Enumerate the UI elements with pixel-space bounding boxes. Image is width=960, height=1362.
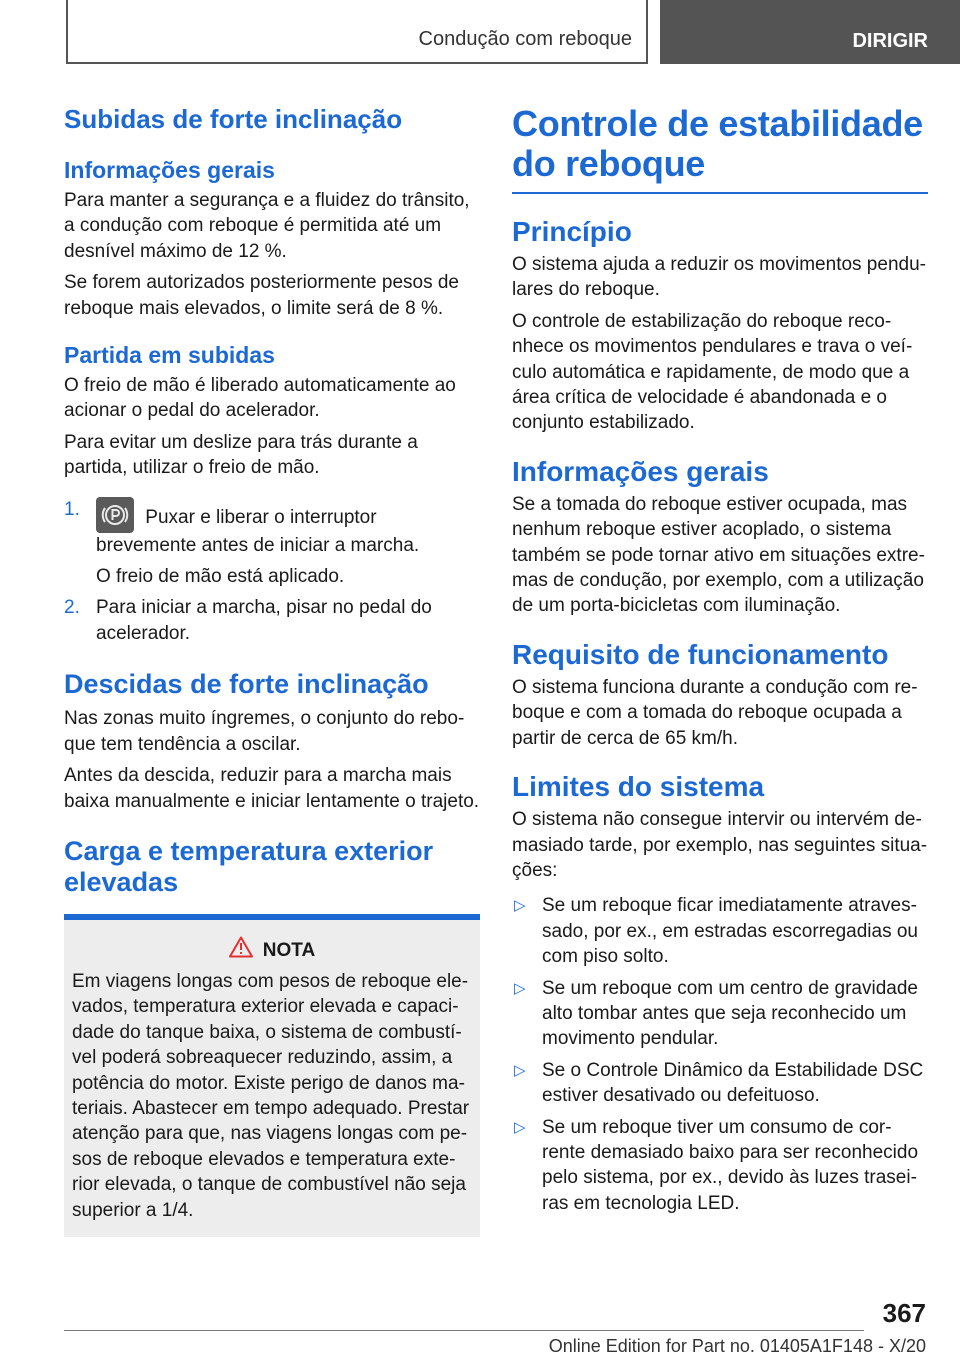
footer-edition: Online Edition for Part no. 01405A1F148 - X/20 bbox=[548, 1336, 926, 1356]
bullet-text: Se um reboque com um centro de gravidade alto tombar antes que seja reconhecido um movimento pendular. bbox=[542, 977, 918, 1050]
header-section-title: Condução com reboque bbox=[418, 28, 632, 50]
header-section-box bbox=[66, 0, 648, 64]
header-chapter-box bbox=[660, 0, 960, 64]
heading-limites: Limites do sistema bbox=[512, 771, 765, 803]
note-box bbox=[64, 914, 480, 1237]
left-column bbox=[64, 96, 480, 1237]
heading-carga: Carga e temperatura exterior elevadas bbox=[64, 835, 434, 897]
triangle-bullet-icon: ▷ bbox=[514, 1118, 526, 1136]
paragraph-info-right: Se a tomada do reboque estiver ocupada, mas nenhum reboque estiver acoplado, o sistema também se pode tornar ativo em situações extremas de condução, por exemplo, com a utilização de um porta-bicicletas com iluminação. bbox=[512, 493, 925, 617]
step-text: Para iniciar a marcha, pisar no pedal do acelerador. bbox=[96, 597, 432, 644]
heading-descidas: Descidas de forte inclinação bbox=[64, 669, 429, 700]
warning-triangle-icon bbox=[229, 936, 253, 958]
step-result: O freio de mão está aplicado. bbox=[96, 566, 345, 588]
step-number: 2. bbox=[64, 597, 80, 619]
steps-list bbox=[64, 497, 480, 647]
list-item bbox=[512, 893, 928, 969]
paragraph-partida-1: O freio de mão é liberado automaticamente ao acionar o pedal do acelerador. bbox=[64, 375, 456, 422]
heading-rule bbox=[512, 192, 928, 194]
note-title: NOTA bbox=[262, 939, 316, 961]
heading-partida: Partida em subidas bbox=[64, 342, 275, 369]
paragraph-descidas-1: Nas zonas muito íngremes, o conjunto do reboque tem tendência a oscilar. bbox=[64, 708, 465, 755]
list-item bbox=[64, 595, 480, 646]
heading-info-right: Informações gerais bbox=[512, 455, 769, 487]
step-number: 1. bbox=[64, 498, 80, 520]
step-text: Puxar e liberar o interruptor brevemente antes de iniciar a marcha. bbox=[96, 506, 420, 556]
parking-brake-icon bbox=[96, 497, 134, 533]
heading-principio: Princípio bbox=[512, 216, 632, 247]
heading-requisito: Requisito de funcionamento bbox=[512, 638, 889, 670]
list-item bbox=[512, 1058, 928, 1109]
list-item bbox=[512, 976, 928, 1052]
triangle-bullet-icon: ▷ bbox=[514, 897, 526, 915]
header-chapter-title: DIRIGIR bbox=[852, 30, 928, 52]
paragraph-principio-2: O controle de estabilização do reboque reconhece os movimentos pendulares e trava o veículo automática e rapidamente, de modo que a área crítica de velocidade é abandonada e o conjunto estabilizado. bbox=[512, 310, 913, 434]
triangle-bullet-icon: ▷ bbox=[514, 1061, 526, 1079]
right-column bbox=[512, 96, 928, 1216]
paragraph-limites: O sistema não consegue intervir ou intervém demasiado tarde, por exemplo, nas seguintes situações: bbox=[512, 809, 928, 881]
bullet-text: Se o Controle Dinâmico da Estabilidade DSC estiver desativado ou defeituoso. bbox=[542, 1059, 924, 1107]
paragraph-requisito: O sistema funciona durante a condução com reboque e com a tomada do reboque ocupada a partir de cerca de 65 km/h. bbox=[512, 676, 918, 749]
paragraph-info-1: Para manter a segurança e a fluidez do trânsito, a condução com reboque é permitida até um desnível máximo de 12 %. bbox=[64, 190, 470, 262]
paragraph-info-2: Se forem autorizados posteriormente pesos de reboque mais elevados, o limite será de 8 %. bbox=[64, 272, 459, 319]
heading-subidas: Subidas de forte inclinação bbox=[64, 104, 403, 134]
limits-list bbox=[512, 893, 928, 1216]
list-item bbox=[512, 1115, 928, 1217]
paragraph-partida-2: Para evitar um deslize para trás durante a partida, utilizar o freio de mão. bbox=[64, 431, 418, 479]
paragraph-principio-1: O sistema ajuda a reduzir os movimentos pendulares do reboque. bbox=[512, 254, 926, 301]
heading-main: Controle de estabilidade do reboque bbox=[512, 103, 923, 184]
bullet-text: Se um reboque tiver um consumo de corrente demasiado baixo para ser reconhecido pelo sistema, por ex., devido às luzes traseiras em tecnologia LED. bbox=[542, 1116, 919, 1214]
note-text: Em viagens longas com pesos de reboque elevados, temperatura exterior elevada e capacidade do tanque baixa, o sistema de combustível poderá sobreaquecer reduzindo, assim, a potência do motor. Existe perigo de danos materiais. Abastecer em tempo adequado. Prestar atenção para que, nas viagens longas com pesos de reboque elevados e temperatura exterior elevada, o tanque de combustível não seja superior a 1/4. bbox=[72, 970, 470, 1221]
heading-info-left: Informações gerais bbox=[64, 157, 275, 183]
triangle-bullet-icon: ▷ bbox=[514, 979, 526, 997]
footer-divider bbox=[64, 1330, 864, 1331]
page-number: 367 bbox=[882, 1298, 926, 1328]
note-header bbox=[72, 936, 472, 965]
paragraph-descidas-2: Antes da descida, reduzir para a marcha mais baixa manualmente e iniciar lentamente o trajeto. bbox=[64, 765, 480, 812]
bullet-text: Se um reboque ficar imediatamente atravessado, por ex., em estradas escorregadias ou com piso solto. bbox=[542, 895, 918, 968]
list-item bbox=[64, 497, 480, 590]
